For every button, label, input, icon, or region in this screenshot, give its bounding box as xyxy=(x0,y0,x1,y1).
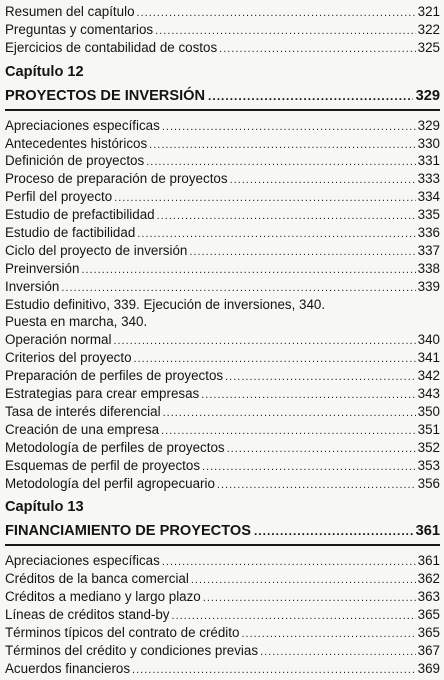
toc-entry-title: Metodología de perfiles de proyectos xyxy=(5,439,225,455)
leader-dots xyxy=(208,86,413,106)
toc-entry-page: 365 xyxy=(417,607,440,623)
leader-dots xyxy=(260,644,416,662)
toc-entry-title: Ejercicios de contabilidad de costos xyxy=(5,39,218,55)
leader-dots xyxy=(201,387,415,405)
toc-entry-title: Apreciaciones específicas xyxy=(5,553,160,569)
toc-entry-title: Resumen del capítulo xyxy=(5,4,135,19)
toc-entry xyxy=(5,3,440,21)
toc-entry-title: Acuerdos financieros xyxy=(5,660,131,676)
toc-entry-title: Preguntas y comentarios xyxy=(5,21,154,37)
toc-entry xyxy=(5,367,440,385)
toc-entry xyxy=(5,135,440,153)
toc-entry xyxy=(5,278,440,296)
leader-dots xyxy=(162,119,416,137)
toc-entry-title: Preparación de perfiles de proyectos xyxy=(5,368,224,384)
toc-entry-title: Inversión xyxy=(5,278,60,294)
leader-dots xyxy=(163,405,416,423)
toc-entry-page: 338 xyxy=(417,260,440,276)
toc-entry-title: Metodología del perfil agropecuario xyxy=(5,475,215,491)
toc-entry xyxy=(5,570,440,588)
chapter-13-entries xyxy=(5,552,440,677)
toc-entry xyxy=(5,260,440,278)
toc-entry xyxy=(5,242,440,260)
leader-dots xyxy=(254,521,413,541)
toc-entry-title: Antecedentes históricos xyxy=(5,135,148,151)
leader-dots xyxy=(61,280,415,298)
toc-entry-page: 331 xyxy=(417,153,440,169)
toc-entry-title: Preinversión xyxy=(5,260,80,276)
chapter-12-entries-a xyxy=(5,117,440,296)
toc-entry-title: Apreciaciones específicas xyxy=(5,117,160,133)
toc-entry xyxy=(5,117,440,135)
toc-entry-page: 325 xyxy=(417,39,440,55)
toc-entry-page: 352 xyxy=(417,439,440,455)
chapter-13-part-heading xyxy=(5,521,440,546)
toc-entry-page: 340 xyxy=(417,332,440,348)
leader-dots xyxy=(149,137,415,155)
intro-entries xyxy=(5,3,440,57)
toc-entry-title: Esquemas de perfil de proyectos xyxy=(5,457,201,473)
toc-entry-title: Operación normal xyxy=(5,332,112,348)
toc-entry-page: 337 xyxy=(417,242,440,258)
chapter-12-label: Capítulo 12 xyxy=(5,63,84,80)
toc-entry-title: Términos del crédito y condiciones previas xyxy=(5,642,259,658)
toc-entry-page: 322 xyxy=(417,21,440,37)
toc-entry-page: 334 xyxy=(417,189,440,205)
toc-entry xyxy=(5,170,440,188)
toc-entry-title: Créditos a mediano y largo plazo xyxy=(5,589,201,605)
toc-entry xyxy=(5,152,440,170)
leader-dots xyxy=(157,208,416,226)
leader-dots xyxy=(203,590,416,608)
chapter-12-part-page: 329 xyxy=(415,87,440,104)
leader-dots xyxy=(132,662,416,680)
toc-entry-page: 339 xyxy=(417,278,440,294)
chapter-13-label: Capítulo 13 xyxy=(5,499,84,516)
leader-dots xyxy=(81,262,415,280)
chapter-13-part-page: 361 xyxy=(415,523,440,540)
toc-entry xyxy=(5,421,440,439)
toc-entry-title: Estudio de prefactibilidad xyxy=(5,207,155,223)
toc-entry xyxy=(5,403,440,421)
toc-entry-page: 343 xyxy=(417,386,440,402)
leader-dots xyxy=(189,244,415,262)
toc-entry xyxy=(5,224,440,242)
leader-dots xyxy=(230,172,416,190)
chapter-13-part-title: FINANCIAMIENTO DE PROYECTOS xyxy=(5,523,251,540)
toc-entry xyxy=(5,188,440,206)
toc-entry xyxy=(5,588,440,606)
toc-entry-title: Créditos de la banca comercial xyxy=(5,571,189,587)
leader-dots xyxy=(217,477,416,495)
toc-entry-page: 369 xyxy=(417,660,440,676)
toc-entry-page: 336 xyxy=(417,225,440,241)
toc-entry-page: 367 xyxy=(417,642,440,658)
toc-entry-page: 363 xyxy=(417,589,440,605)
leader-dots xyxy=(113,333,415,351)
toc-entry-page: 333 xyxy=(417,171,440,187)
toc-entry xyxy=(5,349,440,367)
toc-entry xyxy=(5,624,440,642)
chapter-12-part-title: PROYECTOS DE INVERSIÓN xyxy=(5,87,206,104)
leader-dots xyxy=(114,190,415,208)
toc-entry-title: Ciclo del proyecto de inversión xyxy=(5,242,188,258)
toc-entry-page: 350 xyxy=(417,403,440,419)
toc-entry-title: Tasa de interés diferencial xyxy=(5,403,161,419)
toc-entry-title: Estrategias para crear empresas xyxy=(5,386,200,402)
leader-dots xyxy=(225,369,416,387)
leader-dots xyxy=(191,572,416,590)
toc-entry-title: Términos típicos del contrato de crédito xyxy=(5,624,240,640)
toc-entry xyxy=(5,552,440,570)
toc-entry xyxy=(5,39,440,57)
leader-dots xyxy=(241,626,415,644)
toc-entry-title: Definición de proyectos xyxy=(5,153,145,169)
toc-entry xyxy=(5,21,440,39)
toc-entry-page: 342 xyxy=(417,368,440,384)
toc-entry-page: 353 xyxy=(417,457,440,473)
toc-entry-page: 329 xyxy=(417,117,440,133)
toc-entry xyxy=(5,385,440,403)
leader-dots xyxy=(219,41,416,59)
toc-entry-title: Proceso de preparación de proyectos xyxy=(5,171,228,187)
toc-entry xyxy=(5,206,440,224)
toc-entry-title: Líneas de créditos stand-by xyxy=(5,607,170,623)
run-in-line-1: Estudio definitivo, 339. Ejecución de inversiones, 340. xyxy=(5,296,326,312)
toc-entry xyxy=(5,457,440,475)
toc-entry xyxy=(5,331,440,349)
leader-dots xyxy=(227,441,416,459)
chapter-12-part-heading xyxy=(5,86,440,111)
toc-entry-title: Estudio de factibilidad xyxy=(5,225,136,241)
leader-dots xyxy=(202,459,416,477)
leader-dots xyxy=(162,554,416,572)
toc-entry-page: 351 xyxy=(417,421,440,437)
toc-entry xyxy=(5,606,440,624)
toc-entry xyxy=(5,475,440,493)
run-in-line-2: Puesta en marcha, 340. xyxy=(5,314,148,330)
leader-dots xyxy=(137,5,416,23)
toc-entry-page: 330 xyxy=(417,135,440,151)
toc-entry xyxy=(5,642,440,660)
toc-entry xyxy=(5,439,440,457)
toc-entry-page: 361 xyxy=(417,553,440,569)
chapter-12-entries-b xyxy=(5,331,440,492)
toc-entry-page: 321 xyxy=(417,4,440,19)
toc-entry-title: Creación de una empresa xyxy=(5,421,160,437)
toc-entry-page: 335 xyxy=(417,207,440,223)
toc-entry-page: 356 xyxy=(417,475,440,491)
toc-entry-title: Criterios del proyecto xyxy=(5,350,132,366)
toc-entry-title: Perfil del proyecto xyxy=(5,189,113,205)
toc-entry xyxy=(5,660,440,678)
toc-entry-page: 362 xyxy=(417,571,440,587)
toc-entry-page: 365 xyxy=(417,624,440,640)
toc-entry-page: 341 xyxy=(417,350,440,366)
